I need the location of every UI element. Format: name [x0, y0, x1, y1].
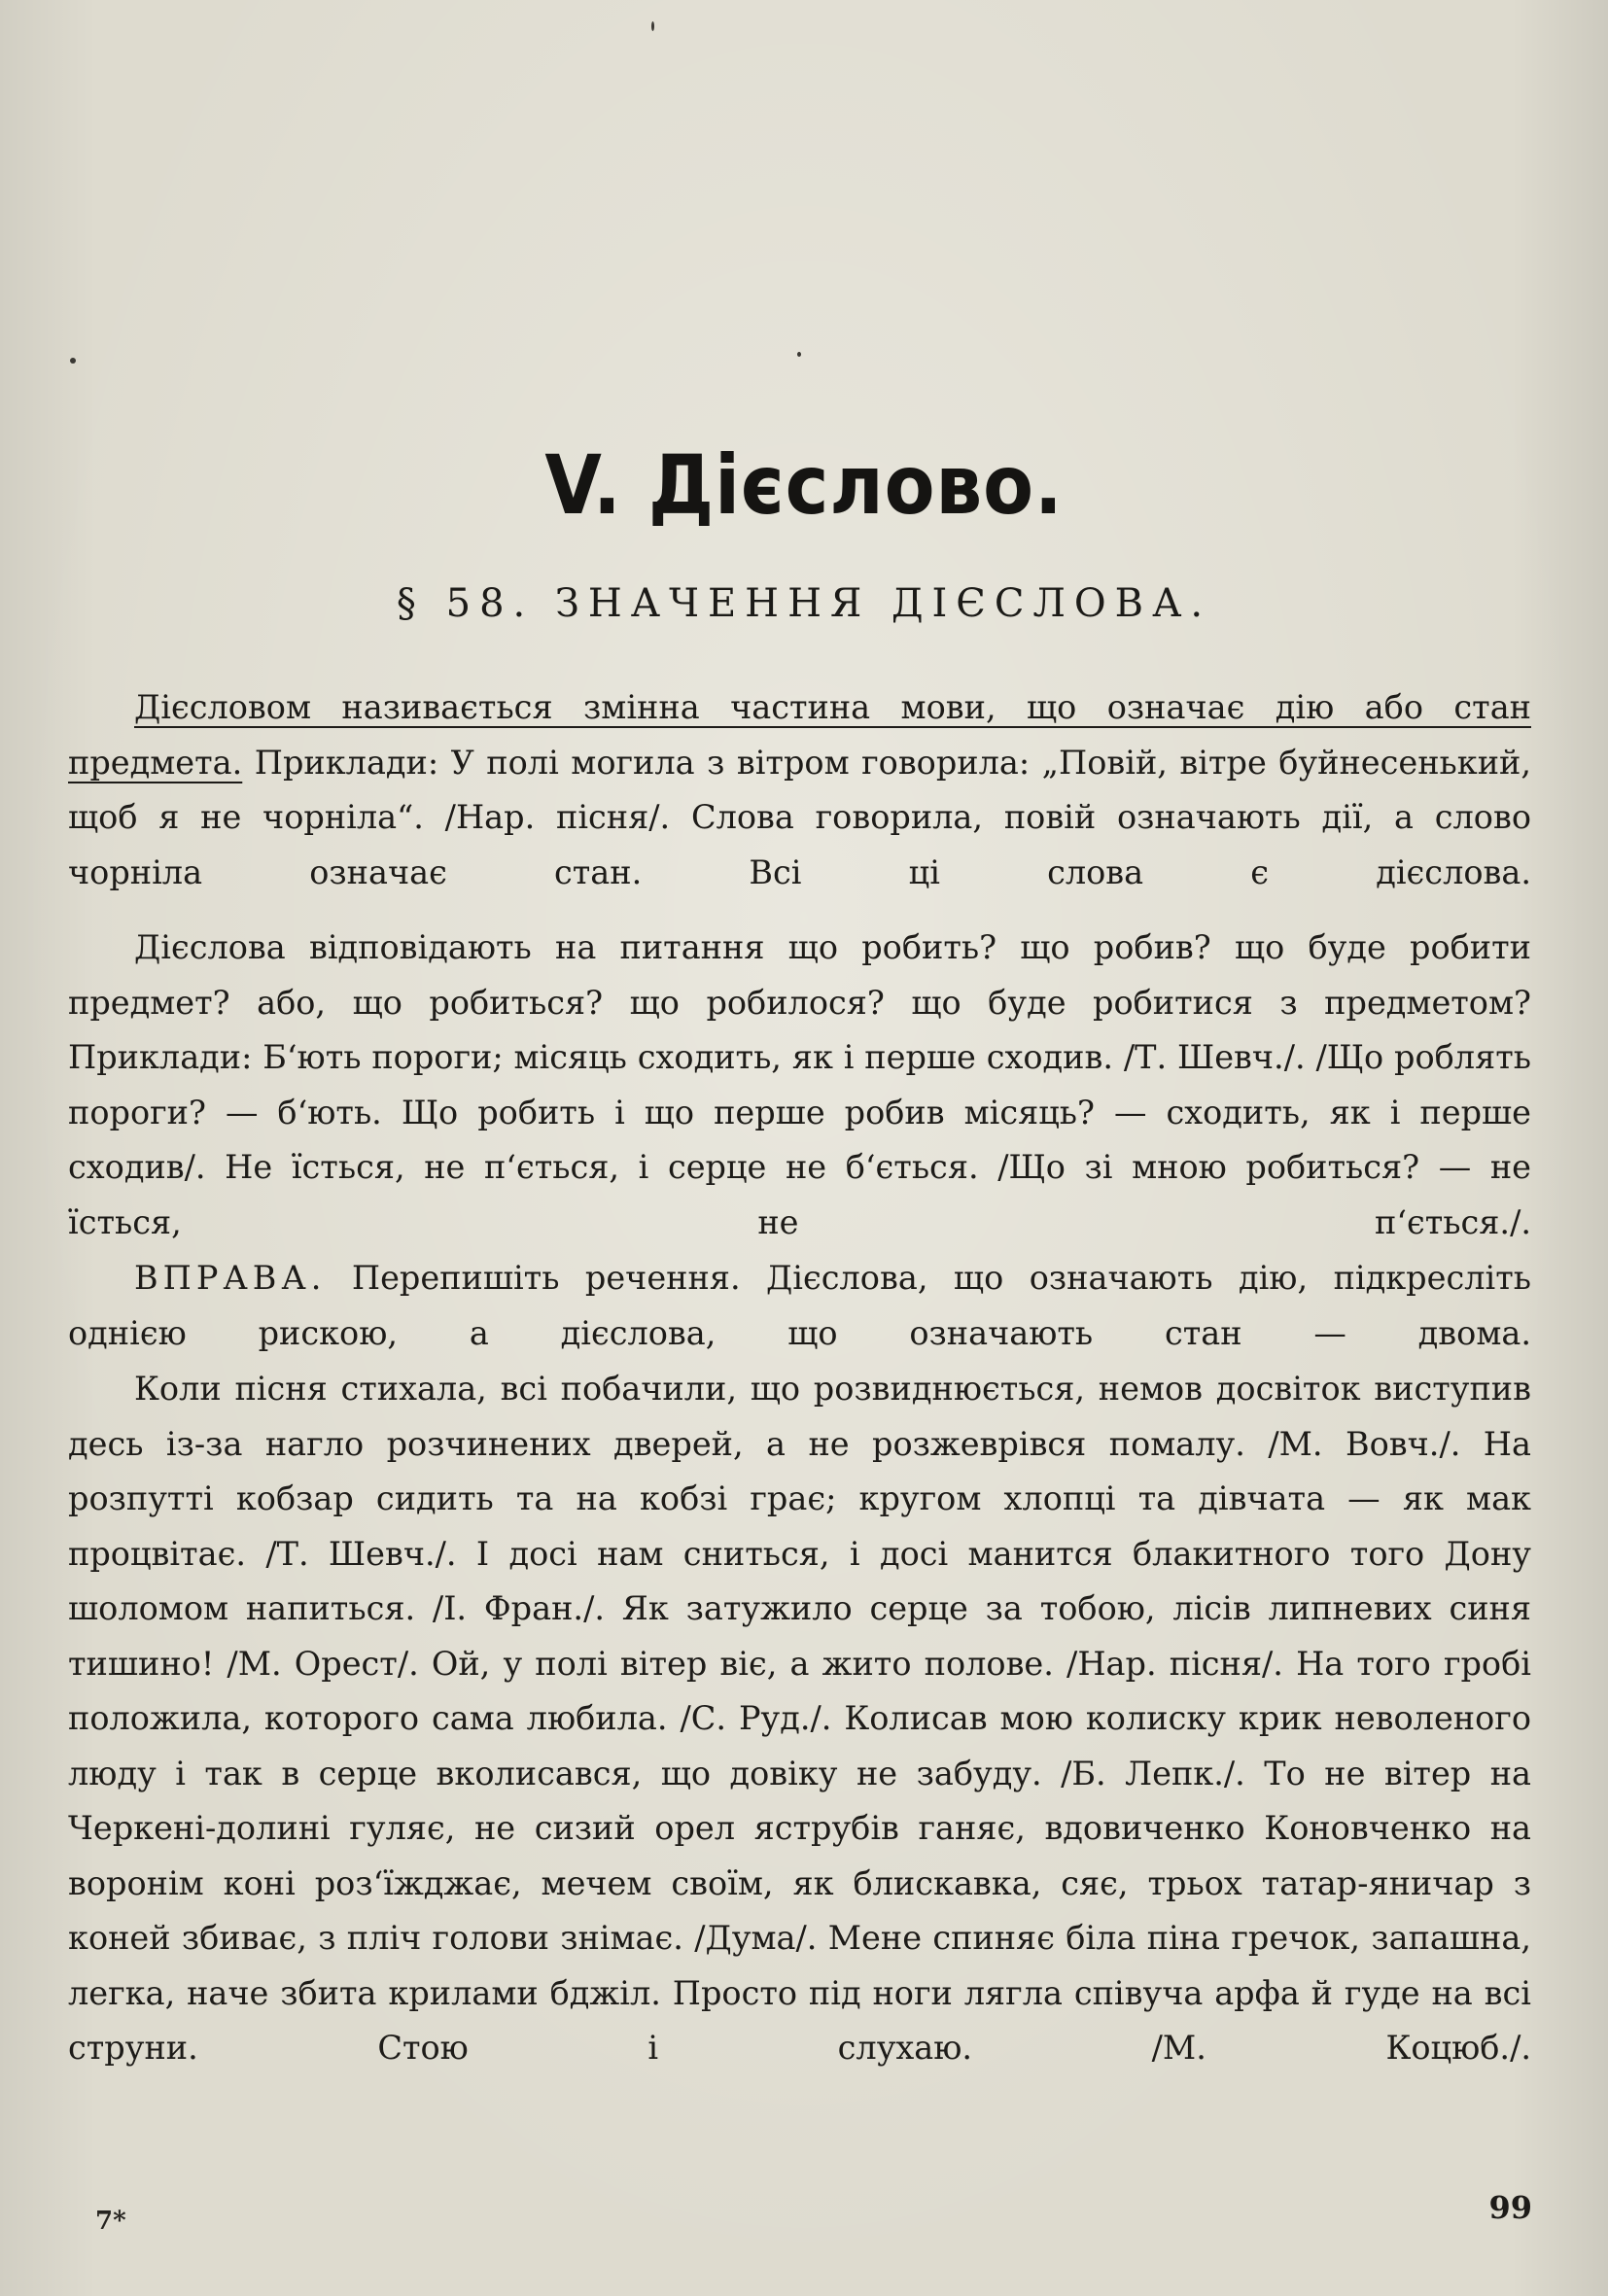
questions-paragraph	[68, 921, 1531, 1250]
paper-speck	[70, 358, 76, 364]
paper-speck	[651, 21, 654, 31]
definition-paragraph	[68, 680, 1531, 900]
printer-signature: 7*	[95, 2207, 126, 2236]
page-number: 99	[1488, 2189, 1532, 2226]
examples-text: Коли пісня стихала, всі побачили, що розвиднюється, немов досвіток виступив десь із-за нагло розчинених дверей, а не розжеврівся помалу. /М. Вовч./. На розпутті кобзар сидить та на кобзі грає; кругом хлопці та дівчата — як мак процвітає. /Т. Шевч./. І досі нам сниться, і досі манится блакитного того Дону шоломом напиться. /І. Фран./. Як затужило серце за тобою, лісів липневих синя тишино! /М. Орест/. Ой, у полі вітер віє, а жито полове. /Нар. пісня/. На того гробі положила, которого сама любила. /С. Руд./. Колисав мою колиску крик неволеного люду і так в серце вколисався, що довіку не забуду. /Б. Лепк./. То не вітер на Черкені-долині гуляє, не сизий орел яструбів ганяє, вдовиченко Коновченко на воронім коні роз‘їжджає, мечем своїм, як блискавка, сяє, трьох татар-яничар з коней збиває, з пліч голови знімає. /Дума/. Мене спиняє біла піна гречок, запашна, легка, наче збита крилами бджіл. Просто під ноги лягла співуча арфа й гуде на всі струни. Стою і слухаю. /М. Коцюб./.	[68, 1370, 1531, 2067]
section-title: § 58. ЗНАЧЕННЯ ДІЄСЛОВА.	[396, 581, 1212, 626]
chapter-title: V. Дієслово.	[544, 437, 1064, 533]
examples-paragraph	[68, 1362, 1531, 2076]
questions-text: Дієслова відповідають на питання що робить? що робив? що буде робити предмет? або, що робиться? що робилося? що буде робитися з предметом? Приклади: Б‘ють пороги; місяць сходить, як і перше сходив. /Т. Шевч./. /Що роблять пороги? — б‘ють. Що робить і що перше робив місяць? — сходить, як і перше сходив/. Не їсться, не п‘ється, і серце не б‘ється. /Що зі мною робиться? — не їсться, не п‘ється./.	[68, 928, 1531, 1241]
definition-rest-text: Приклади: У полі могила з вітром говорила: „Повій, вітре буйнесенький, щоб я не чорніла“. /Нар. пісня/. Слова говорила, повій означають дії, а слово чорніла означає стан. Всі ці слова є дієслова.	[68, 743, 1531, 891]
exercise-paragraph	[68, 1251, 1531, 1361]
paper-speck	[797, 352, 801, 357]
exercise-label: ВПРАВА.	[134, 1259, 327, 1297]
definition-underlined-text: Дієсловом називається змінна частина мови, що означає дію або стан предмета.	[68, 688, 1531, 782]
exercise-text: Перепишіть речення. Дієслова, що означають дію, підкресліть однією рискою, а дієслова, що означають стан — двома.	[68, 1259, 1531, 1352]
